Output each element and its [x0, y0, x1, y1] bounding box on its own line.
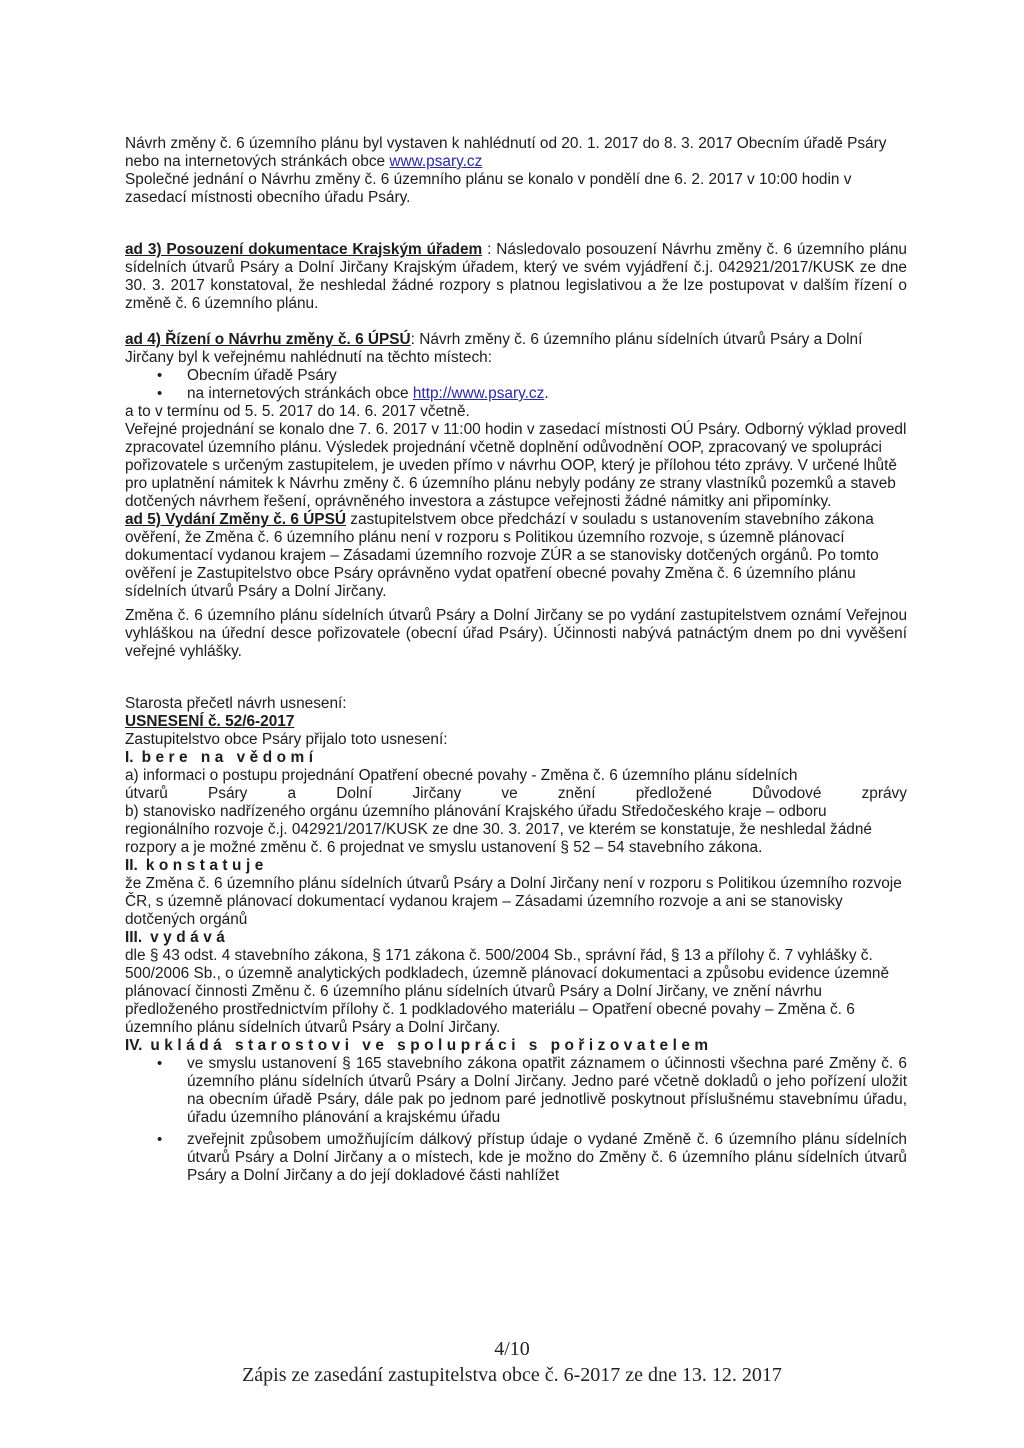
resolution-adopted: Zastupitelstvo obce Psáry přijalo toto usnesení: — [125, 731, 448, 748]
section-label: konstatuje — [145, 857, 268, 874]
ad4-term: a to v termínu od 5. 5. 2017 do 14. 6. 2017 včetně. — [125, 403, 470, 420]
section-3-text: dle § 43 odst. 4 stavebního zákona, § 171 zákona č. 500/2004 Sb., správní řád, § 13 a přílohy č. 7 vyhlášky č. 500/2006 Sb., o územně analytických podkladech, územně plánovací dokumentaci a způsobu evidence územně plánovací činnosti Změnu č. 6 územního plánu sídelních útvarů Psáry a Dolní Jirčany, ve znění návrhu předloženého prostřednictvím přílohy č. 1 podkladového materiálu – Opatření obecné povahy – Změna č. 6 územního plánu sídelních útvarů Psáry a Dolní Jirčany. — [125, 947, 890, 1036]
website-link[interactable]: www.psary.cz — [389, 153, 483, 170]
section-4-list — [125, 1055, 907, 1185]
section-label: ukládá starostovi ve spolupráci s pořizovatelem — [150, 1037, 713, 1054]
ad5-paragraph-2: Změna č. 6 územního plánu sídelních útvarů Psáry a Dolní Jirčany se po vydání zastupitelstvem oznámí Veřejnou vyhláškou na úřední desce pořizovatele (obecní úřad Psáry). Účinnosti nabývá patnáctým dnem po dni vyvěšení veřejné vyhlášky. — [125, 607, 907, 660]
section-2-text: že Změna č. 6 územního plánu sídelních útvarů Psáry a Dolní Jirčany není v rozporu s Politikou územního rozvoje ČR, s územně plánovací dokumentací vydanou krajem – Zásadami územního rozvoje a ani se stanovisky dotčených orgánů — [125, 875, 902, 928]
ad4-public-hearing: Veřejné projednání se konalo dne 7. 6. 2017 v 11:00 hodin v zasedací místnosti OÚ Psáry. Odborný výklad provedl zpracovatel územního plánu. Výsledek projednání včetně doplnění odůvodnění OOP, zpracovaný ve spolupráci pořizovatele s určeným zastupitelem, je uveden přímo v návrhu OOP, který je přílohou této zprávy. V určené lhůtě pro uplatnění námitek k Návrhu změny č. 6 územního plánu nebyly podány ze strany vlastníků pozemků a staveb dotčených návrhem řešení, oprávněného investora a zástupce veřejnosti žádné námitky ani připomínky. — [125, 421, 907, 510]
ad5-heading: ad 5) Vydání Změny č. 6 ÚPSÚ — [125, 511, 346, 528]
section-label: vydává — [150, 929, 230, 946]
joint-meeting-paragraph: Společné jednání o Návrhu změny č. 6 územního plánu se konalo v pondělí dne 6. 2. 2017 v 10:00 hodin v zasedací místnosti obecního úřadu Psáry. — [125, 171, 852, 206]
justified-word: předložené — [635, 785, 712, 802]
section-2-heading — [125, 857, 907, 875]
justified-word: Dolní — [336, 785, 373, 802]
ad4-heading: ad 4) Řízení o Návrhu změny č. 6 ÚPSÚ — [125, 331, 411, 348]
justified-word: útvarů — [125, 785, 168, 802]
section-1-item-a-line — [125, 785, 907, 803]
justified-word: znění — [557, 785, 596, 802]
section-number: IV. — [125, 1037, 143, 1054]
list-item — [125, 385, 907, 403]
ad3-text: : Následovalo posouzení Návrhu změny č. 6 územního plánu sídelních útvarů Psáry a Dolní Jirčany Krajským úřadem, který ve svém vyjádření č.j. 042921/2017/KUSK ze dne 30. 3. 2017 konstatoval, že neshledal žádné rozpory s platnou legislativou a že lze postupovat v dalším řízení o změně č. 6 územního plánu. — [125, 241, 907, 312]
section-1-heading — [125, 749, 907, 767]
page-footer — [0, 1336, 1024, 1388]
ad5-text: zastupitelstvem obce předchází v souladu s ustanovením stavebního zákona ověření, že Změna č. 6 územního plánu není v rozporu s Politikou územního rozvoje, s územně plánovací dokumentací vydanou krajem – Zásadami územního rozvoje ZÚR a se stanovisky dotčených orgánů. Po tomto ověření je Zastupitelstvo obce Psáry oprávněno vydat opatření obecné povahy Změna č. 6 územního plánu sídelních útvarů Psáry a Dolní Jirčany. — [125, 511, 879, 600]
section-3-heading — [125, 929, 907, 947]
resolution-title: USNESENÍ č. 52/6-2017 — [125, 713, 295, 730]
section-4-heading — [125, 1037, 907, 1055]
list-item: • zveřejnit způsobem umožňujícím dálkový přístup údaje o vydané Změně č. 6 územního plánu sídelních útvarů Psáry a Dolní Jirčany a o místech, kde je možno do Změny č. 6 územního plánu sídelních útvarů Psáry a Dolní Jirčany a do její dokladové části nahlížet — [125, 1131, 907, 1185]
section-number: I. — [125, 749, 134, 766]
justified-word: a — [287, 785, 297, 802]
justified-word: Jirčany — [412, 785, 462, 802]
justified-word: Důvodové — [752, 785, 822, 802]
ad5-paragraph — [125, 511, 907, 601]
document-body — [125, 135, 907, 1185]
justified-word: Psáry — [207, 785, 248, 802]
intro-text: Návrh změny č. 6 územního plánu byl vystaven k nahlédnutí od 20. 1. 2017 do 8. 3. 2017 Obecním úřadě Psáry nebo na internetových stránkách obce — [125, 135, 887, 170]
ad4-places-list — [125, 367, 907, 403]
list-item-text: na internetových stránkách obce — [187, 385, 413, 402]
justified-word: zprávy — [861, 785, 907, 802]
ad3-paragraph — [125, 241, 907, 313]
section-1-item-a: a) informaci o postupu projednání Opatření obecné povahy - Změna č. 6 územního plánu sídelních — [125, 767, 798, 784]
section-number: II. — [125, 857, 138, 874]
intro-paragraph — [125, 135, 907, 171]
resolution-intro: Starosta přečetl návrh usnesení: — [125, 695, 347, 712]
list-item: • Obecním úřadě Psáry — [125, 367, 907, 385]
section-number: III. — [125, 929, 143, 946]
justified-word: ve — [501, 785, 518, 802]
ad4-paragraph — [125, 331, 907, 367]
section-label: bere na vědomí — [141, 749, 318, 766]
page-number: 4/10 — [494, 1338, 530, 1360]
website-link[interactable]: http://www.psary.cz — [412, 385, 545, 402]
list-item-punct: . — [544, 385, 549, 402]
ad4-text: : Návrh změny č. 6 územního plánu sídelních útvarů Psáry a Dolní Jirčany byl k veřejnému nahlédnutí na těchto místech: — [125, 331, 863, 366]
ad3-heading: ad 3) Posouzení dokumentace Krajským úřadem — [125, 241, 483, 258]
section-1-item-b: b) stanovisko nadřízeného orgánu územního plánování Krajského úřadu Středočeského kraje – odboru regionálního rozvoje č.j. 042921/2017/KUSK ze dne 30. 3. 2017, ve kterém se konstatuje, že neshledal žádné rozpory a je možné změnu č. 6 projednat ve smyslu ustanovení § 52 – 54 stavebního zákona. — [125, 803, 872, 856]
list-item: • ve smyslu ustanovení § 165 stavebního zákona opatřit záznamem o účinnosti všechna paré Změny č. 6 územního plánu sídelních útvarů Psáry a Dolní Jirčany. Jedno paré včetně dokladů o jeho pořízení uložit na obecním úřadě Psáry, dále pak po jednom paré jednotlivě poskytnout příslušnému stavebnímu úřadu, úřadu územního plánování a krajskému úřadu — [125, 1055, 907, 1127]
footer-title: Zápis ze zasedání zastupitelstva obce č. 6-2017 ze dne 13. 12. 2017 — [242, 1364, 782, 1386]
